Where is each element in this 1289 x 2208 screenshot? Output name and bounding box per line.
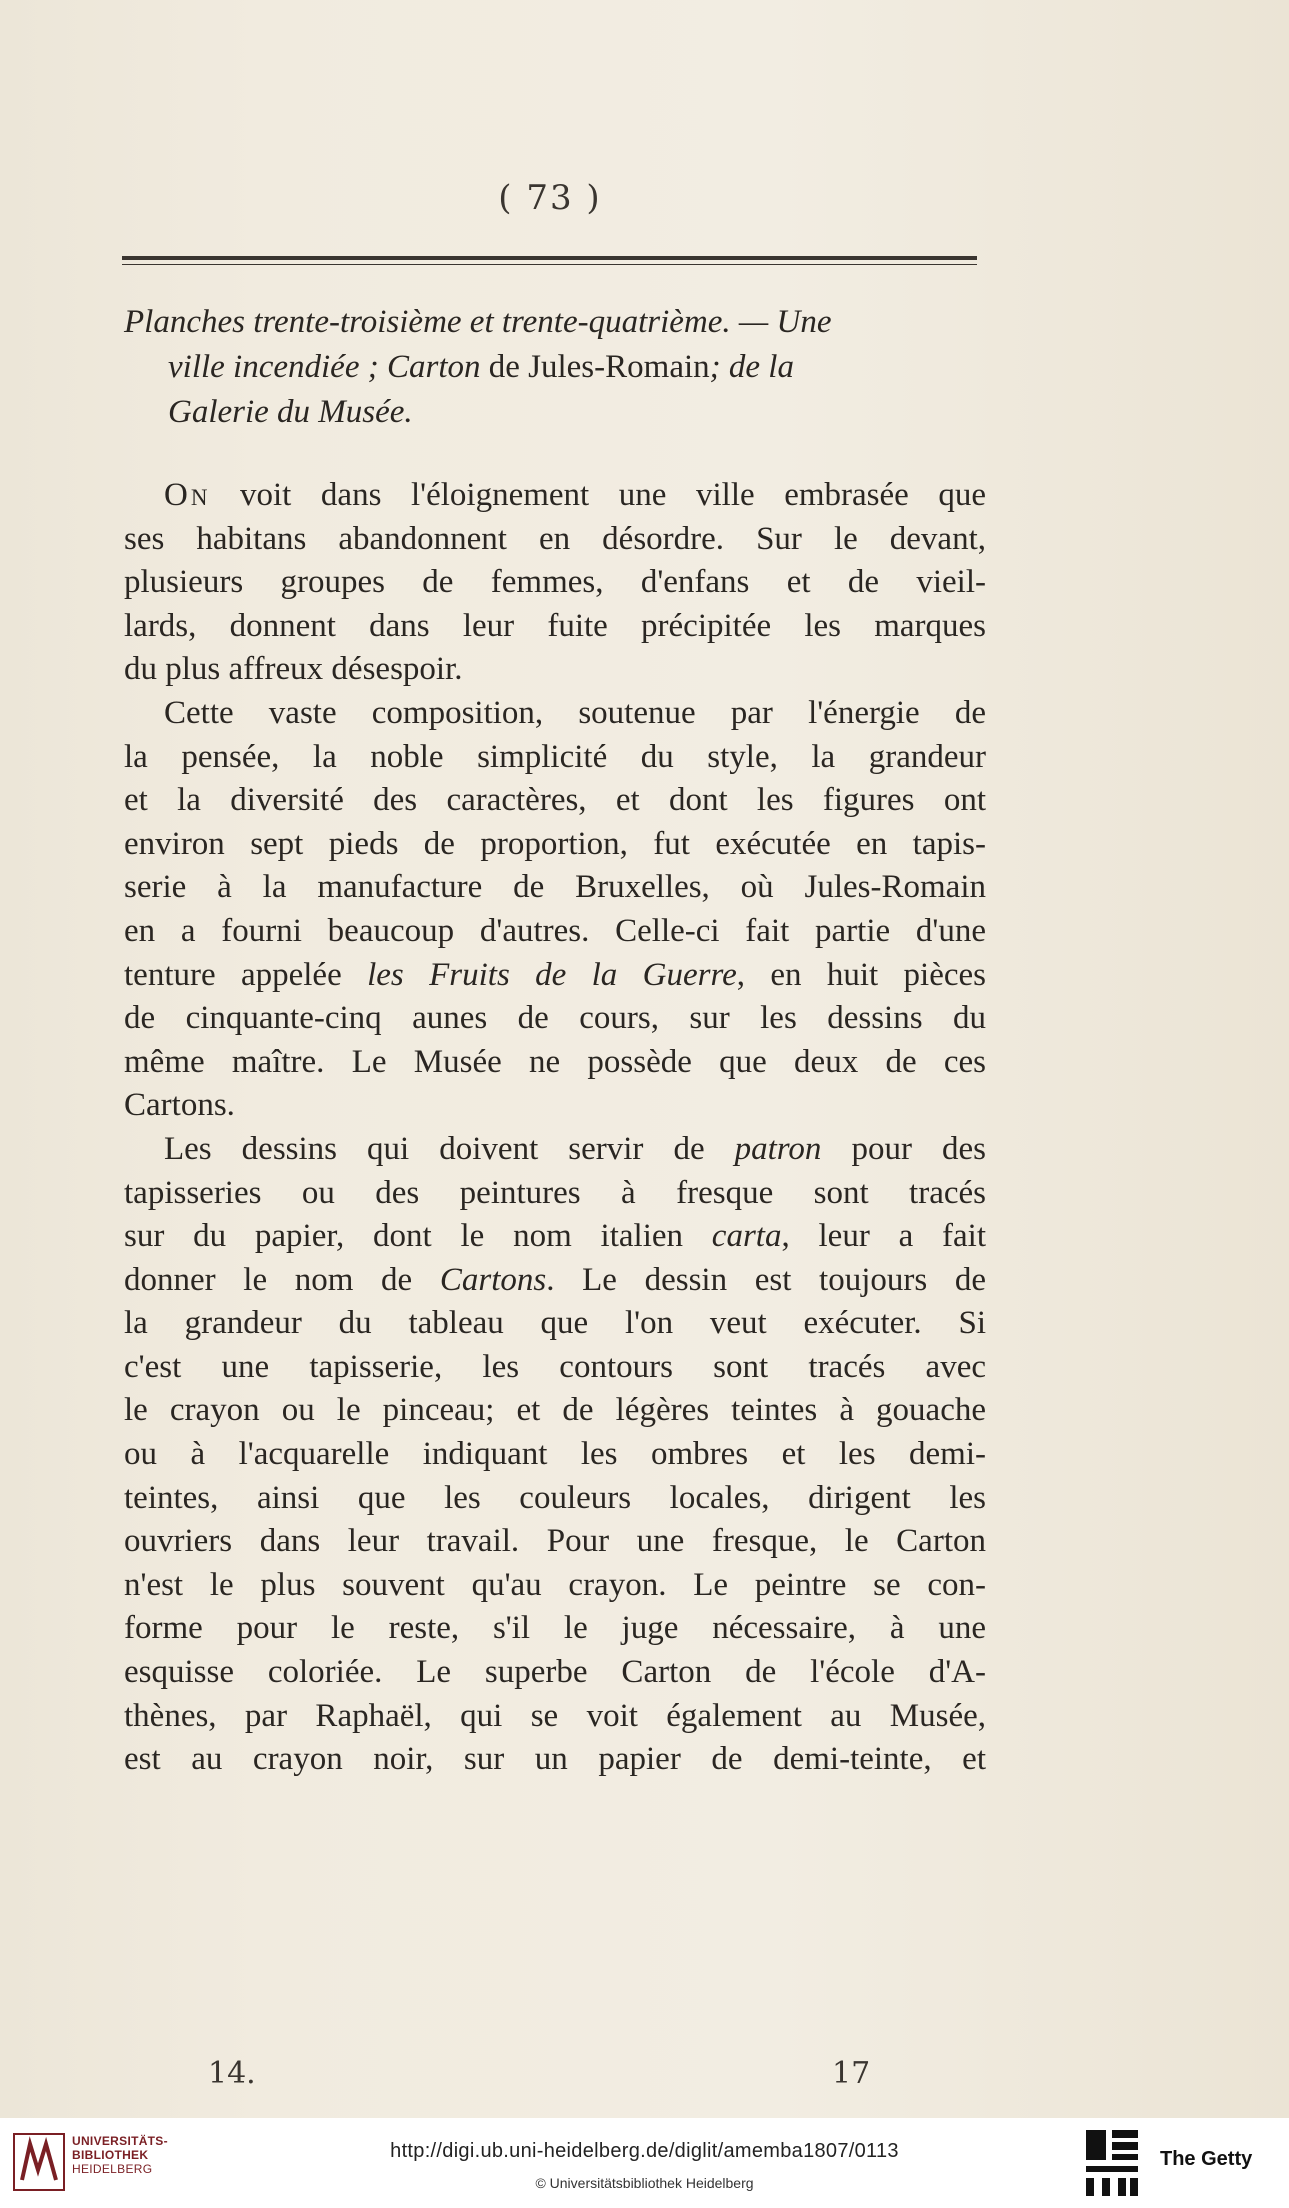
text-line: ouvriers dans leur travail. Pour une fresque, le Carton [124, 1523, 986, 1560]
text-line: en a fourni beaucoup d'autres. Celle-ci fait partie d'une [124, 912, 986, 949]
text-line: ses habitans abandonnent en désordre. Sur le devant, [124, 520, 986, 557]
text-line: Cartons. [124, 1087, 235, 1124]
text-line: tapisseries ou des peintures à fresque sont tracés [124, 1174, 986, 1211]
text-line: tenture appelée les Fruits de la Guerre, en huit pièces [124, 956, 986, 993]
text-line: même maître. Le Musée ne possède que deux de ces [124, 1043, 986, 1080]
text-line: le crayon ou le pinceau; et de légères teintes à gouache [124, 1392, 986, 1429]
text-line: Cette vaste composition, soutenue par l'énergie de [164, 694, 986, 731]
getty-label: The Getty [1160, 2148, 1253, 2170]
text-line: lards, donnent dans leur fuite précipitée les marques [124, 607, 986, 644]
text-line: la pensée, la noble simplicité du style, la grandeur [124, 738, 986, 775]
text-line: On voit dans l'éloignement une ville embrasée que [164, 477, 986, 513]
header-rule-thick [122, 256, 977, 260]
text-line: est au crayon noir, sur un papier de demi-teinte, et [124, 1741, 986, 1778]
text-line: c'est une tapisserie, les contours sont tracés avec [124, 1348, 986, 1385]
heading-line: ville incendiée ; Carton de Jules-Romain; de la [168, 349, 794, 385]
viewer-footer [0, 2118, 1289, 2208]
text-line: ou à l'acquarelle indiquant les ombres et les demi- [124, 1436, 986, 1473]
text-line: thènes, par Raphaël, qui se voit également au Musée, [124, 1697, 986, 1734]
heading-line: Planches trente-troisième et trente-quatrième. — Une [124, 304, 832, 340]
text-line: esquisse coloriée. Le superbe Carton de l'école d'A- [124, 1654, 986, 1691]
text-line: n'est le plus souvent qu'au crayon. Le peintre se con- [124, 1566, 986, 1603]
body-text [124, 474, 986, 1782]
signature-mark-right: 17 [832, 2056, 871, 2091]
text-line: environ sept pieds de proportion, fut exécutée en tapis- [124, 825, 986, 862]
text-line: teintes, ainsi que les couleurs locales, dirigent les [124, 1479, 986, 1516]
page-number: ( 73 ) [498, 178, 602, 218]
text-line: plusieurs groupes de femmes, d'enfans et de vieil- [124, 564, 986, 601]
plate-heading [124, 300, 984, 435]
text-line: de cinquante-cinq aunes de cours, sur les dessins du [124, 1000, 986, 1037]
text-line: forme pour le reste, s'il le juge nécessaire, à une [124, 1610, 986, 1647]
heading-line: Galerie du Musée. [168, 394, 413, 430]
signature-mark-left: 14. [208, 2056, 256, 2091]
getty-logo-icon [1086, 2130, 1138, 2196]
text-line: du plus affreux désespoir. [124, 651, 463, 688]
text-line: et la diversité des caractères, et dont les figures ont [124, 782, 986, 819]
text-line: sur du papier, dont le nom italien carta, leur a fait [124, 1218, 986, 1255]
university-library-name: UNIVERSITÄTS- BIBLIOTHEK HEIDELBERG [72, 2134, 168, 2176]
copyright-notice: © Universitätsbibliothek Heidelberg [535, 2175, 754, 2191]
permalink-url[interactable]: http://digi.ub.uni-heidelberg.de/diglit/amemba1807/0113 [390, 2140, 899, 2162]
text-line: la grandeur du tableau que l'on veut exécuter. Si [124, 1305, 986, 1342]
text-line: Les dessins qui doivent servir de patron pour des [164, 1130, 986, 1167]
text-line: donner le nom de Cartons. Le dessin est toujours de [124, 1261, 986, 1298]
text-line: serie à la manufacture de Bruxelles, où Jules-Romain [124, 869, 986, 906]
header-rule-thin [122, 264, 977, 265]
